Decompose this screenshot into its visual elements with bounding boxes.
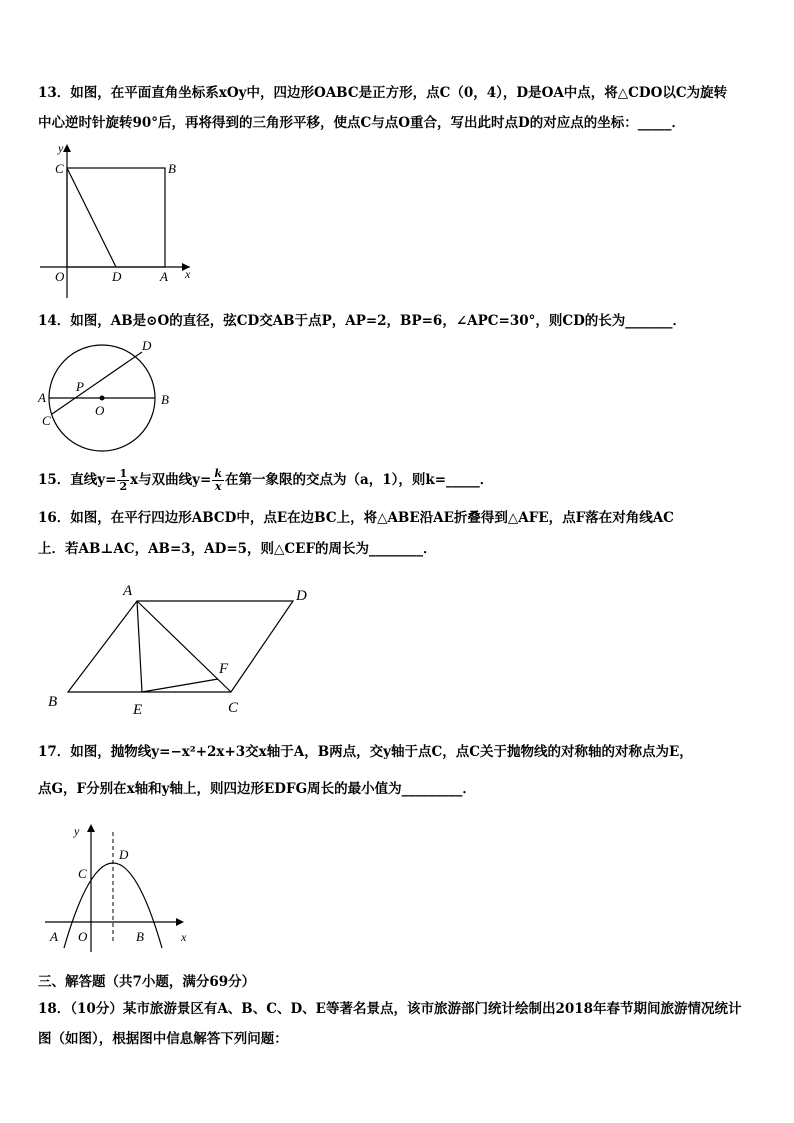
q16-label-b: B bbox=[48, 694, 58, 710]
q17-x-arrow bbox=[176, 918, 184, 926]
q14-label-a: A bbox=[38, 390, 46, 405]
q16-label-a: A bbox=[123, 583, 133, 599]
q15-frac1-num: 1 bbox=[119, 467, 128, 480]
q15-frac1-den: 2 bbox=[119, 480, 128, 493]
q13-y-arrow bbox=[63, 144, 71, 152]
q16-text-line1: 16．如图，在平行四边形ABCD中，点E在边BC上，将△ABE沿AE折叠得到△AFE，点F落在对角线AC bbox=[38, 510, 674, 526]
q15-frac2-num: k bbox=[214, 467, 222, 480]
q17-label-b: B bbox=[136, 929, 144, 944]
q14-figure bbox=[30, 336, 190, 456]
q16-label-f: F bbox=[219, 661, 229, 677]
q13-label-c: C bbox=[55, 161, 64, 176]
q13-label-d: D bbox=[112, 269, 122, 284]
q14-label-o: O bbox=[95, 403, 105, 418]
q13-label-o: O bbox=[55, 269, 65, 284]
q15-fraction-2 bbox=[212, 468, 224, 493]
q15-fraction-1 bbox=[117, 468, 129, 493]
q13-text-line2: 中心逆时针旋转90°后，再将得到的三角形平移，使点C与点O重合，写出此时点D的对应点的坐标：_____． bbox=[38, 115, 685, 131]
q17-label-o: O bbox=[78, 929, 88, 944]
q16-segment-ae bbox=[137, 601, 142, 692]
q13-text-line1: 13．如图，在平面直角坐标系xOy中，四边形OABC是正方形，点C（0，4），D是OA中点，将△CDO以C为旋转 bbox=[38, 85, 728, 101]
section3-heading: 三、解答题（共7小题，满分69分） bbox=[38, 974, 256, 990]
q16-figure bbox=[40, 578, 330, 723]
q13-figure bbox=[30, 140, 200, 300]
q17-figure bbox=[40, 818, 200, 953]
q14-label-p: P bbox=[76, 379, 84, 394]
q17-label-d: D bbox=[119, 847, 129, 862]
q17-y-arrow bbox=[87, 824, 95, 832]
q14-label-c: C bbox=[42, 413, 51, 428]
q18-text-line1: 18．（10分）某市旅游景区有A、B、C、D、E等著名景点，该市旅游部门统计绘制出2018年春节期间旅游情况统计 bbox=[38, 1001, 742, 1017]
q13-square bbox=[67, 168, 165, 267]
q16-label-c: C bbox=[228, 700, 239, 716]
q17-text-line1: 17．如图，抛物线y=−x²+2x+3交x轴于A，B两点，交y轴于点C，点C关于抛物线的对称轴的对称点为E， bbox=[38, 744, 693, 760]
q17-text-line2: 点G，F分别在x轴和y轴上，则四边形EDFG周长的最小值为_________． bbox=[38, 781, 476, 797]
q16-label-e: E bbox=[133, 702, 143, 718]
q15-mid: x与双曲线y= bbox=[130, 472, 212, 488]
q17-label-a: A bbox=[50, 929, 58, 944]
q15-frac2-den: x bbox=[214, 480, 222, 493]
q14-label-d: D bbox=[142, 338, 152, 353]
q17-label-x: x bbox=[181, 930, 187, 944]
q16-parallelogram bbox=[68, 601, 293, 692]
q13-label-a: A bbox=[160, 269, 168, 284]
q17-label-c: C bbox=[78, 866, 87, 881]
q15-text bbox=[38, 466, 493, 494]
q17-label-y: y bbox=[74, 824, 80, 838]
q16-diagonal-ac bbox=[137, 601, 231, 692]
q15-pre: 15．直线y= bbox=[38, 472, 117, 488]
q16-label-d: D bbox=[296, 588, 307, 604]
q14-text-line1: 14．如图，AB是⊙O的直径，弦CD交AB于点P，AP=2，BP=6，∠APC=30°，则CD的长为_______． bbox=[38, 313, 687, 329]
q14-center-dot bbox=[100, 396, 105, 401]
q13-segment-cd bbox=[67, 168, 116, 267]
q16-segment-ef bbox=[142, 679, 218, 692]
q18-text-line2: 图（如图），根据图中信息解答下列问题： bbox=[38, 1031, 288, 1047]
q13-label-x: x bbox=[185, 267, 191, 281]
q14-label-b: B bbox=[161, 392, 169, 407]
q13-label-b: B bbox=[168, 161, 176, 176]
q16-text-line2: 上．若AB⊥AC，AB=3，AD=5，则△CEF的周长为________． bbox=[38, 541, 437, 557]
q13-label-y: y bbox=[58, 141, 64, 155]
q15-post: 在第一象限的交点为（a，1），则k=_____． bbox=[224, 472, 494, 488]
